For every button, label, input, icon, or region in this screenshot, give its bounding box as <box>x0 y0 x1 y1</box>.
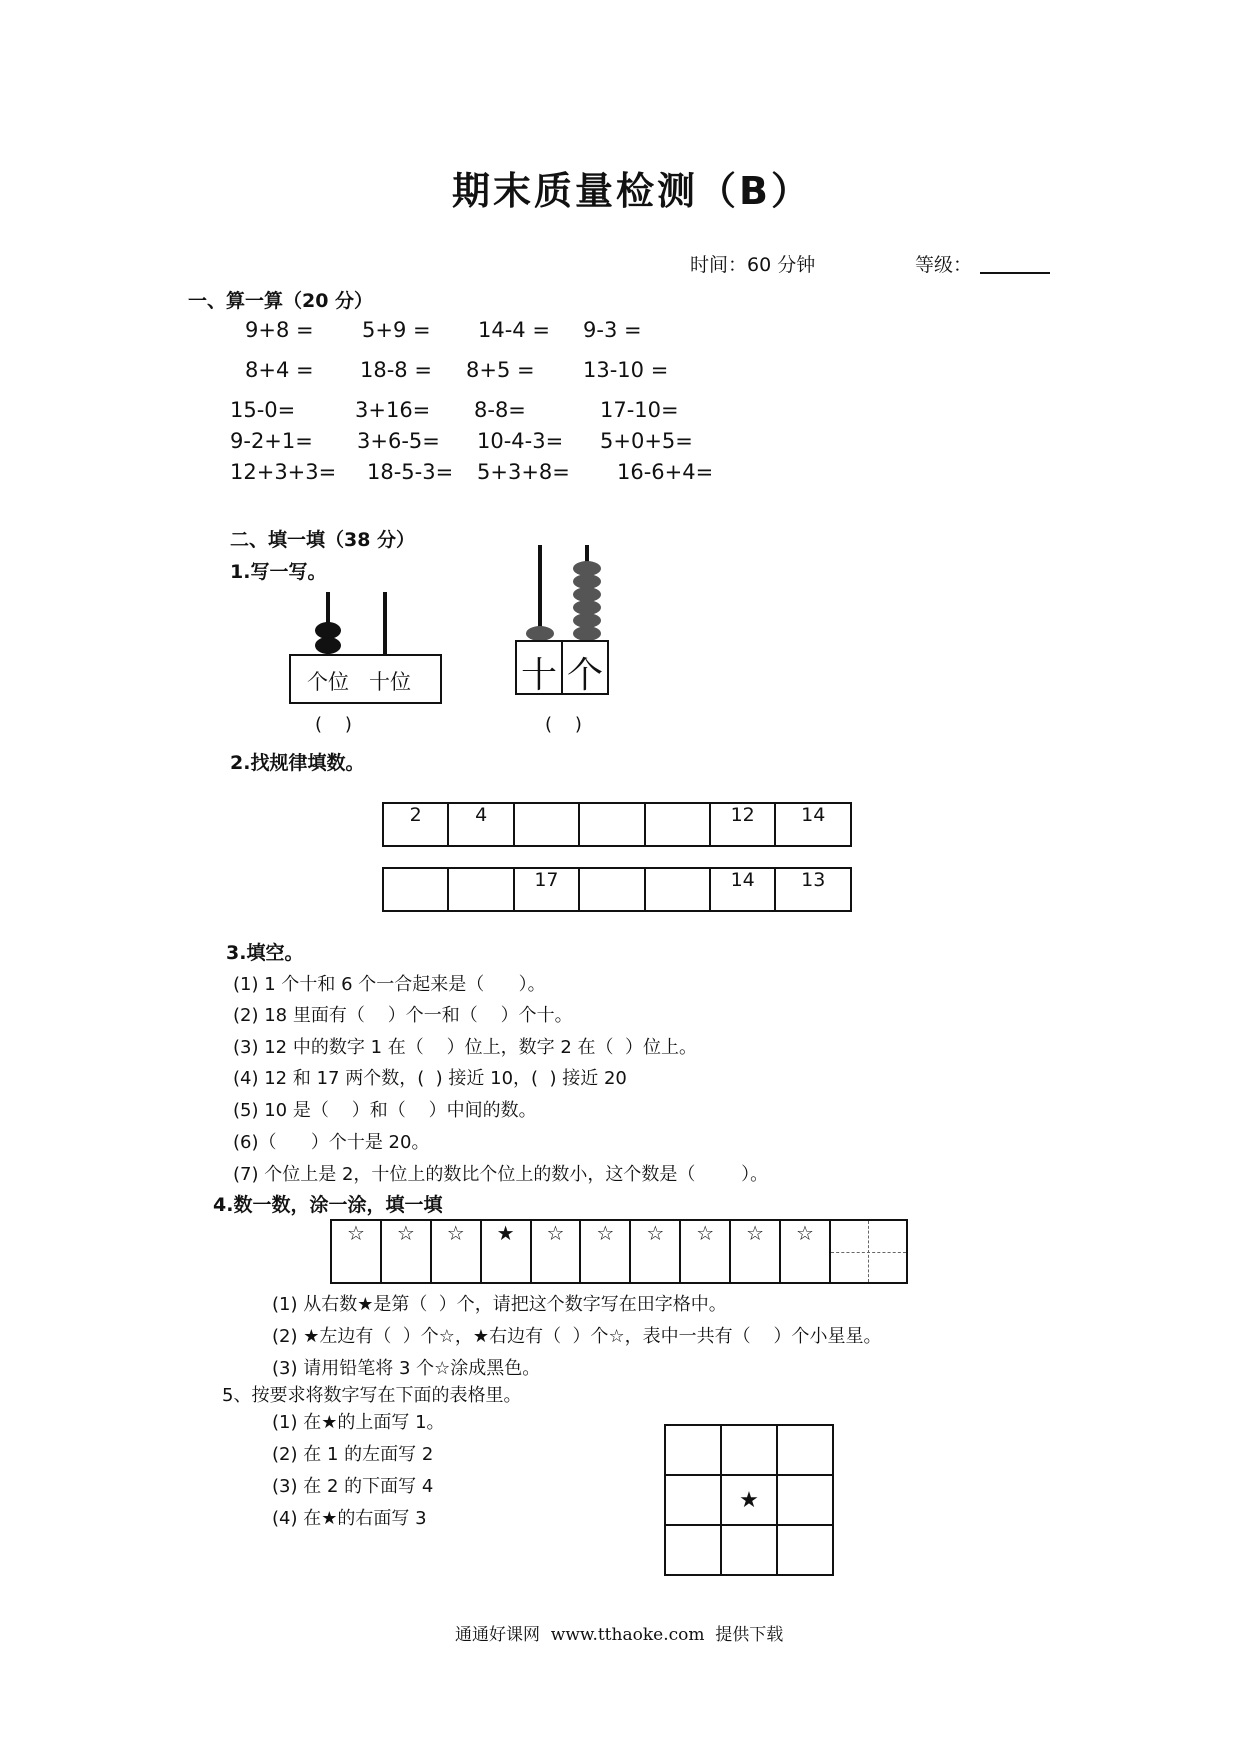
q5-label: 5、按要求将数字写在下面的表格里。 <box>222 1385 522 1406</box>
star-cell[interactable]: ☆ <box>730 1220 780 1283</box>
star-cell[interactable]: ☆ <box>580 1220 630 1283</box>
grid-cell[interactable] <box>777 1525 833 1575</box>
pattern-cell[interactable]: 14 <box>775 803 851 846</box>
grid-cell[interactable] <box>665 1425 721 1475</box>
star-cell[interactable]: ★ <box>481 1220 531 1283</box>
abacus-2-ones-label: 个 <box>567 655 604 696</box>
abacus-1-base <box>289 654 442 704</box>
grid-item-4: (4) 在★的右面写 3 <box>272 1508 427 1529</box>
pattern-cell[interactable] <box>579 868 644 911</box>
arith-2-2: 18-8 = <box>360 358 432 382</box>
arith-2-1: 8+4 = <box>245 358 314 382</box>
abacus-2-base-right <box>561 640 609 695</box>
star-cell[interactable]: ☆ <box>680 1220 730 1283</box>
arith-1-3: 14-4 = <box>478 318 550 342</box>
star-cell[interactable]: ☆ <box>630 1220 680 1283</box>
abacus-1-rod-right <box>383 592 387 654</box>
pattern-table-1 <box>382 802 852 847</box>
abacus-2-tens-label: 十 <box>521 655 558 696</box>
grid-cell[interactable] <box>721 1525 778 1575</box>
star-cell[interactable]: ☆ <box>431 1220 481 1283</box>
pattern-cell[interactable]: 17 <box>514 868 580 911</box>
star-cell[interactable]: ☆ <box>331 1220 381 1283</box>
q1-label: 1.写一写。 <box>230 561 327 583</box>
fill-item-6: (6)（ ）个十是 20。 <box>233 1132 430 1153</box>
pattern-cell[interactable]: 14 <box>710 868 776 911</box>
arith-5-2: 18-5-3= <box>367 460 454 484</box>
grid-cell[interactable] <box>777 1425 833 1475</box>
fill-item-2: (2) 18 里面有（ ）个一和（ ）个十。 <box>233 1005 573 1026</box>
abacus-1-base-label: 个位 十位 <box>307 670 412 694</box>
grid-item-3: (3) 在 2 的下面写 4 <box>272 1476 434 1497</box>
grid-cell[interactable] <box>721 1425 778 1475</box>
arith-3-1: 15-0= <box>230 398 296 422</box>
pattern-cell[interactable]: 2 <box>383 803 448 846</box>
position-grid <box>664 1424 834 1576</box>
star-table <box>330 1219 908 1284</box>
grid-item-2: (2) 在 1 的左面写 2 <box>272 1444 434 1465</box>
star-cell[interactable]: ☆ <box>780 1220 830 1283</box>
section1-heading: 一、算一算（20 分） <box>188 290 374 312</box>
center-star-cell: ★ <box>721 1475 778 1525</box>
pattern-cell[interactable] <box>514 803 579 846</box>
grade-blank[interactable] <box>980 270 1050 274</box>
arith-5-4: 16-6+4= <box>617 460 714 484</box>
abacus-1-answer[interactable]: ( ) <box>315 714 352 735</box>
q2-label: 2.找规律填数。 <box>230 752 365 774</box>
pattern-cell[interactable] <box>579 803 644 846</box>
arith-3-2: 3+16= <box>355 398 431 422</box>
abacus-1-bead <box>315 637 341 654</box>
arith-2-4: 13-10 = <box>583 358 669 382</box>
arith-1-2: 5+9 = <box>362 318 431 342</box>
star-item-2: (2) ★左边有（ ）个☆，★右边有（ ）个☆，表中一共有（ ）个小星星。 <box>272 1326 882 1347</box>
pattern-table-2 <box>382 867 852 912</box>
fill-item-4: (4) 12 和 17 两个数，( ) 接近 10，( ) 接近 20 <box>233 1068 627 1089</box>
star-item-1: (1) 从右数★是第（ ）个，请把这个数字写在田字格中。 <box>272 1294 727 1315</box>
abacus-2-bead <box>526 626 554 641</box>
pattern-cell[interactable] <box>383 868 448 911</box>
q4-label: 4.数一数，涂一涂，填一填 <box>213 1194 443 1216</box>
section2-heading: 二、填一填（38 分） <box>230 529 416 551</box>
abacus-2-rod-left <box>538 545 542 639</box>
star-item-3: (3) 请用铅笔将 3 个☆涂成黑色。 <box>272 1358 541 1379</box>
page-title: 期末质量检测（B） <box>452 169 812 213</box>
abacus-2-base-left <box>515 640 563 695</box>
pattern-cell[interactable]: 4 <box>448 803 513 846</box>
arith-4-4: 5+0+5= <box>600 429 693 453</box>
grade-label: 等级： <box>915 254 973 276</box>
star-cell[interactable]: ☆ <box>381 1220 431 1283</box>
arith-3-3: 8-8= <box>474 398 526 422</box>
grid-cell[interactable] <box>777 1475 833 1525</box>
arith-4-1: 9-2+1= <box>230 429 313 453</box>
arith-5-3: 5+3+8= <box>477 460 570 484</box>
pattern-cell[interactable] <box>448 868 513 911</box>
pattern-cell[interactable]: 12 <box>710 803 776 846</box>
arith-1-4: 9-3 = <box>583 318 642 342</box>
arith-5-1: 12+3+3= <box>230 460 337 484</box>
fill-item-7: (7) 个位上是 2，十位上的数比个位上的数小，这个数是（ ）。 <box>233 1164 769 1185</box>
grid-cell[interactable] <box>665 1475 721 1525</box>
abacus-2-bead <box>573 626 601 641</box>
abacus-2-answer[interactable]: ( ) <box>545 714 582 735</box>
pattern-cell[interactable] <box>645 803 710 846</box>
pattern-cell[interactable]: 13 <box>775 868 851 911</box>
arith-3-4: 17-10= <box>600 398 679 422</box>
fill-item-3: (3) 12 中的数字 1 在（ ）位上，数字 2 在（ ）位上。 <box>233 1037 697 1058</box>
grid-item-1: (1) 在★的上面写 1。 <box>272 1412 445 1433</box>
arith-1-1: 9+8 = <box>245 318 314 342</box>
tianzige-cell[interactable] <box>830 1220 907 1283</box>
footer-credit: 通通好课网 www.tthaoke.com 提供下载 <box>455 1625 784 1645</box>
arith-4-3: 10-4-3= <box>477 429 564 453</box>
fill-item-1: (1) 1 个十和 6 个一合起来是（ ）。 <box>233 974 546 995</box>
arith-2-3: 8+5 = <box>466 358 535 382</box>
time-label: 时间：60 分钟 <box>690 254 816 276</box>
arith-4-2: 3+6-5= <box>357 429 440 453</box>
pattern-cell[interactable] <box>645 868 710 911</box>
star-cell[interactable]: ☆ <box>531 1220 581 1283</box>
q3-label: 3.填空。 <box>226 942 304 964</box>
fill-item-5: (5) 10 是（ ）和（ ）中间的数。 <box>233 1100 537 1121</box>
grid-cell[interactable] <box>665 1525 721 1575</box>
